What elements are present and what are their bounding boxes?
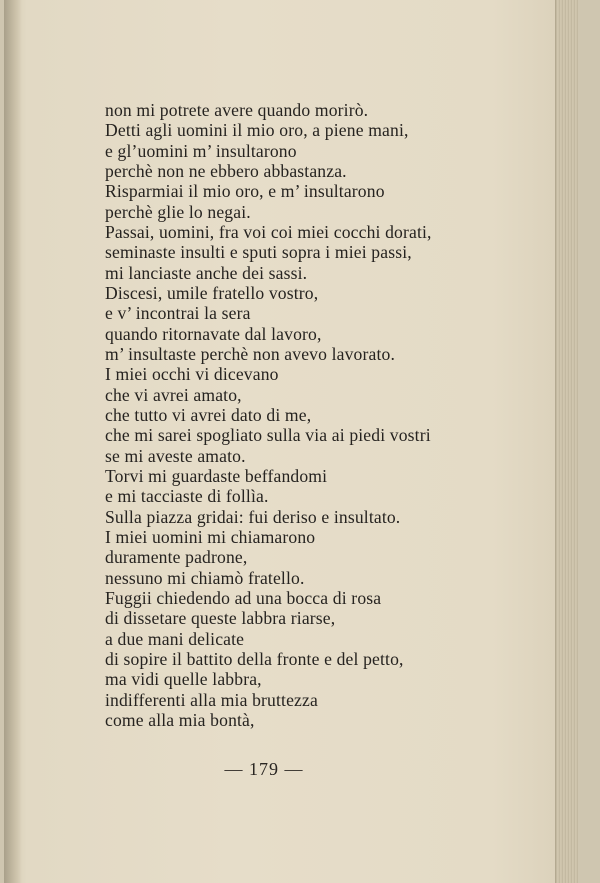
poem-line: come alla mia bontà, xyxy=(105,709,255,730)
poem-line: duramente padrone, xyxy=(105,547,248,568)
page-edges xyxy=(555,0,578,883)
poem-line: di dissetare queste labbra riarse, xyxy=(105,608,336,629)
poem-line: Risparmiai il mio oro, e m’ insultarono xyxy=(105,181,385,202)
poem-line: Sulla piazza gridai: fui deriso e insultato. xyxy=(105,506,401,527)
poem-line: nessuno mi chiamò fratello. xyxy=(105,567,305,588)
poem-line: non mi potrete avere quando morirò. xyxy=(105,100,369,120)
poem-line: indifferenti alla mia bruttezza xyxy=(105,689,318,710)
poem-line: e gl’uomini m’ insultarono xyxy=(105,140,297,161)
poem-line: mi lanciaste anche dei sassi. xyxy=(105,262,308,283)
poem-line: e mi tacciaste di follìa. xyxy=(105,486,269,507)
poem-line: e v’ incontrai la sera xyxy=(105,303,251,324)
poem-line: che tutto vi avrei dato di me, xyxy=(105,404,312,425)
poem-line: a due mani delicate xyxy=(105,628,245,649)
poem-line: Discesi, umile fratello vostro, xyxy=(105,282,319,303)
spine-shadow xyxy=(4,0,22,883)
poem-line: I miei occhi vi dicevano xyxy=(105,364,279,385)
poem-line: Passai, uomini, fra voi coi miei cocchi dorati, xyxy=(105,221,432,242)
page-number: — 179 — xyxy=(224,759,304,779)
poem-line: quando ritornavate dal lavoro, xyxy=(105,323,322,344)
poem-line: ma vidi quelle labbra, xyxy=(105,669,262,690)
poem-line: I miei uomini mi chiamarono xyxy=(105,526,316,547)
poem-line: che mi sarei spogliato sulla via ai piedi vostri xyxy=(105,425,431,446)
poem-text xyxy=(105,100,432,730)
poem-line: perchè glie lo negai. xyxy=(105,201,251,222)
book-page xyxy=(4,0,578,883)
poem-line: che vi avrei amato, xyxy=(105,384,242,405)
poem-line: Fuggii chiedendo ad una bocca di rosa xyxy=(105,587,382,608)
poem-line: Detti agli uomini il mio oro, a piene mani, xyxy=(105,120,409,141)
poem-line: di sopire il battito della fronte e del petto, xyxy=(105,648,404,669)
poem-line: m’ insultaste perchè non avevo lavorato. xyxy=(105,343,396,364)
poem-line: se mi aveste amato. xyxy=(105,445,246,466)
poem-line: seminaste insulti e sputi sopra i miei passi, xyxy=(105,242,412,263)
poem-line: perchè non ne ebbero abbastanza. xyxy=(105,160,347,181)
poem-line: Torvi mi guardaste beffandomi xyxy=(105,465,328,486)
